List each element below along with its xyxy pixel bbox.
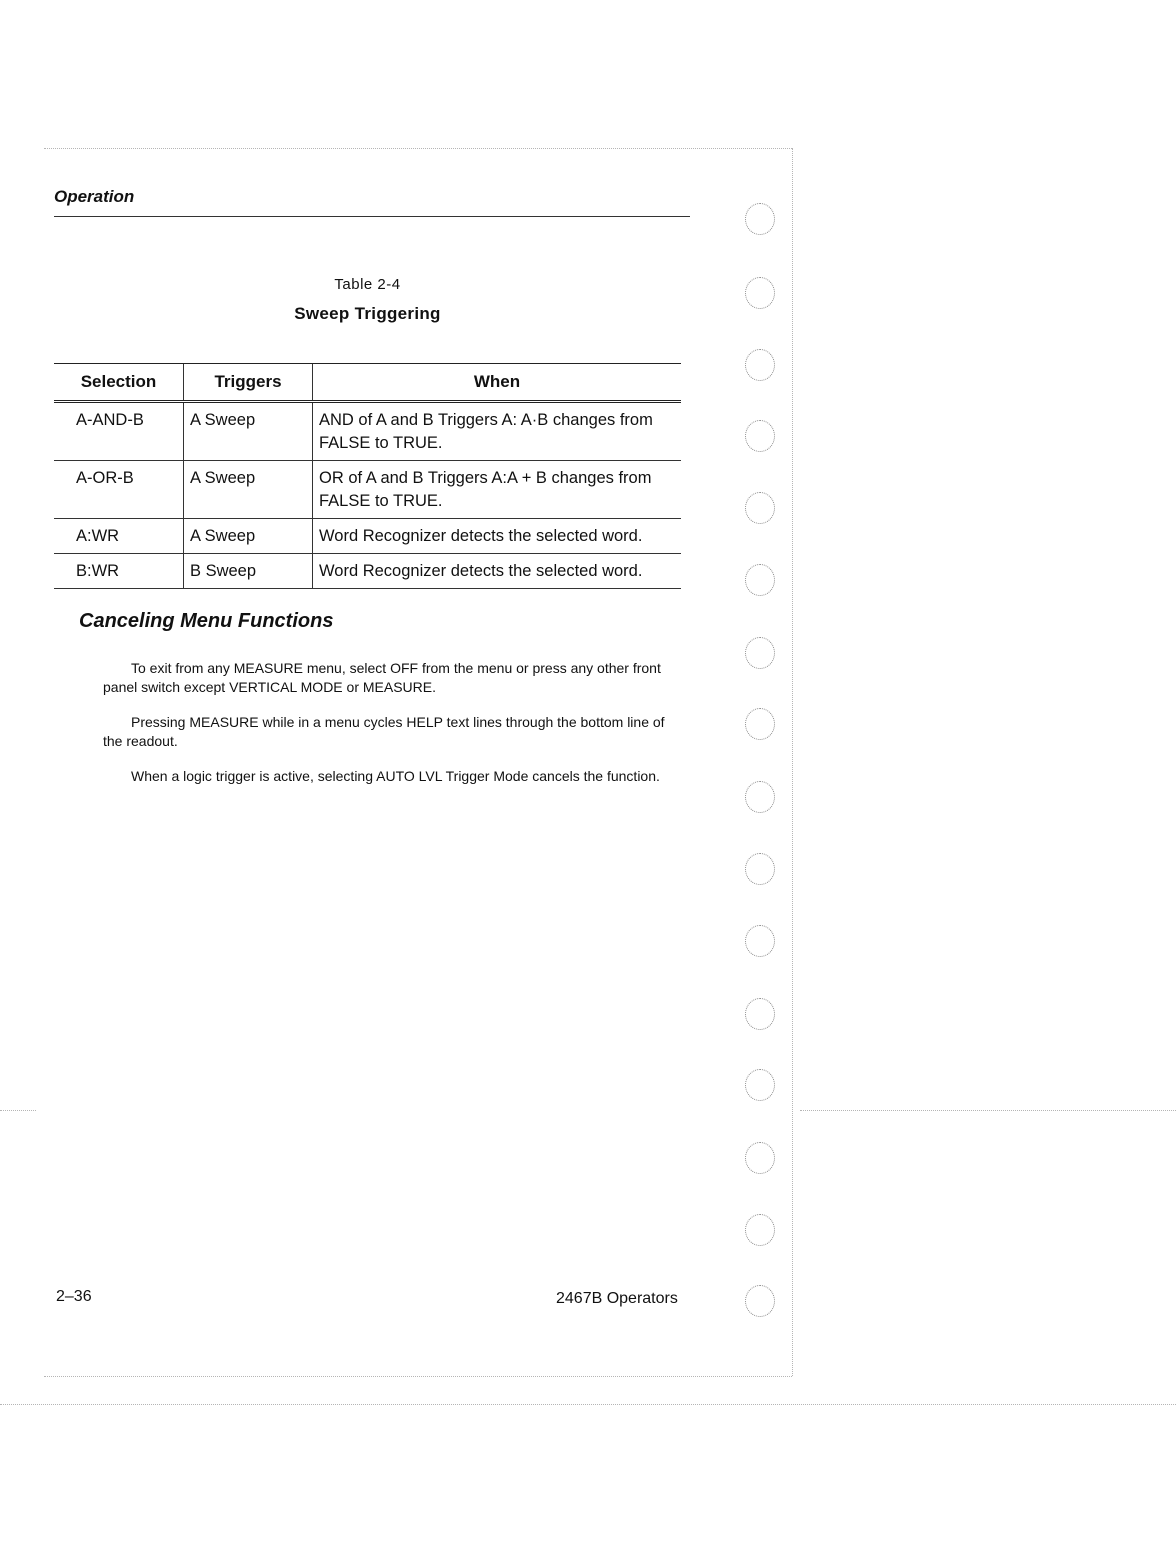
punch-hole bbox=[745, 853, 775, 885]
triggers-cell: A Sweep bbox=[184, 461, 313, 519]
body-paragraph: To exit from any MEASURE menu, select OFF from the menu or press any other front panel switch except VERTICAL MODE or MEASURE. bbox=[103, 660, 661, 695]
table-row bbox=[54, 461, 681, 519]
triggers-cell: B Sweep bbox=[184, 554, 313, 589]
punch-hole bbox=[745, 637, 775, 669]
triggers-cell: A Sweep bbox=[184, 402, 313, 461]
selection-cell: A:WR bbox=[54, 519, 184, 554]
punch-hole bbox=[745, 1142, 775, 1174]
selection-cell: A-OR-B bbox=[54, 461, 184, 519]
body-paragraph: When a logic trigger is active, selecting AUTO LVL Trigger Mode cancels the function. bbox=[131, 768, 660, 784]
body-paragraph: Pressing MEASURE while in a menu cycles HELP text lines through the bottom line of the readout. bbox=[103, 714, 665, 749]
punch-hole bbox=[745, 1069, 775, 1101]
page-number: 2–36 bbox=[56, 1288, 92, 1305]
scan-edge-right-shelf bbox=[800, 1110, 1176, 1111]
when-cell: Word Recognizer detects the selected word. bbox=[313, 554, 682, 589]
table-row bbox=[54, 402, 681, 461]
when-cell: OR of A and B Triggers A:A + B changes from FALSE to TRUE. bbox=[313, 461, 682, 519]
scan-edge-left-mark bbox=[0, 1110, 36, 1111]
column-header-selection: Selection bbox=[54, 364, 184, 402]
punch-hole bbox=[745, 1214, 775, 1246]
triggers-cell: A Sweep bbox=[184, 519, 313, 554]
column-header-triggers: Triggers bbox=[184, 364, 313, 402]
table-title: Sweep Triggering bbox=[294, 304, 441, 323]
table-row bbox=[54, 554, 681, 589]
when-cell: AND of A and B Triggers A: A·B changes from FALSE to TRUE. bbox=[313, 402, 682, 461]
punch-hole bbox=[745, 925, 775, 957]
manual-title: 2467B Operators bbox=[556, 1290, 678, 1307]
table-number: Table 2-4 bbox=[334, 276, 401, 293]
sweep-triggering-table bbox=[54, 363, 681, 589]
scan-edge-lower bbox=[0, 1404, 1176, 1405]
table-header-row bbox=[54, 364, 681, 402]
column-header-when: When bbox=[313, 364, 682, 402]
selection-cell: B:WR bbox=[54, 554, 184, 589]
header-rule bbox=[54, 216, 690, 217]
selection-cell: A-AND-B bbox=[54, 402, 184, 461]
page-edge-bottom bbox=[44, 1376, 792, 1377]
section-header: Operation bbox=[54, 187, 135, 206]
punch-hole bbox=[745, 203, 775, 235]
table-row bbox=[54, 519, 681, 554]
punch-hole bbox=[745, 708, 775, 740]
punch-hole bbox=[745, 1285, 775, 1317]
page-edge-right bbox=[792, 148, 793, 1376]
punch-hole bbox=[745, 277, 775, 309]
punch-hole bbox=[745, 349, 775, 381]
punch-hole bbox=[745, 998, 775, 1030]
section-heading: Canceling Menu Functions bbox=[79, 610, 334, 632]
punch-hole bbox=[745, 492, 775, 524]
punch-hole bbox=[745, 781, 775, 813]
punch-hole bbox=[745, 564, 775, 596]
when-cell: Word Recognizer detects the selected word. bbox=[313, 519, 682, 554]
page-edge-top bbox=[44, 148, 792, 149]
punch-hole bbox=[745, 420, 775, 452]
